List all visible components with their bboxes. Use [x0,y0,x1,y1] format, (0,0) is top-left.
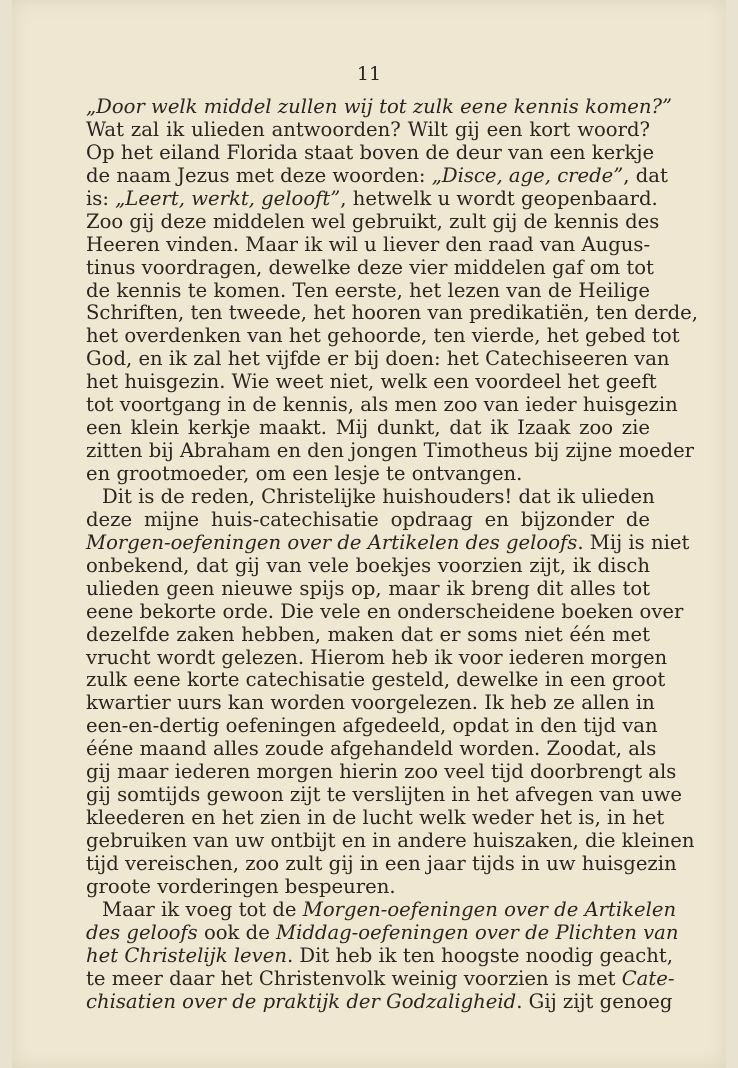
text-line [86,943,673,968]
text-line [86,737,657,761]
italic-text: „Door welk middel zullen wij tot zulk eene kennis komen?” [86,95,673,118]
text-line [86,280,650,303]
text-line [86,255,654,280]
text-line [86,783,683,807]
text-line [86,578,650,601]
text-line [86,624,650,647]
text: gij maar iederen morgen hierin zoo veel tijd doorbrengt als [86,760,677,784]
text: groote vorderingen bespeuren. [86,874,396,898]
italic-text: „Leert, werkt, gelooft” [115,186,341,210]
text-line [86,324,680,348]
text: kleederen en het zien in de lucht welk weder het is, in het [86,806,665,830]
text: het overdenken van het gehoorde, ten vierde, het gebed tot [86,324,680,348]
text-line [86,95,673,119]
text-line [86,851,677,876]
text: dezelfde zaken hebben, maken dat er soms niet één met [86,622,650,646]
italic-text: Cate- [621,966,675,990]
text: ulieden geen nieuwe spijs op, maar ik breng dit alles tot [86,576,650,600]
text-line [86,186,658,211]
text: Heeren vinden. Maar ik wil u liever den raad van Augus- [86,232,651,256]
text: , hetwelk u wordt geopenbaard. [340,186,658,210]
text-line [86,691,655,715]
text: zulk eene korte catechisatie gesteld, dewelke in een groot [86,668,666,692]
text: een-en-dertig oefeningen afgedeeld, opdat in den tijd van [86,714,658,738]
text-line [86,530,690,555]
italic-text: het Christelijk leven [86,943,287,967]
text-line [86,989,673,1014]
text-line [86,897,677,922]
text: ééne maand alles zoude afgehandeld worden. Zoodat, als [86,737,657,761]
page-number: 11 [356,63,382,85]
text-line [86,876,650,899]
text-line [86,645,668,670]
text: deze mijne huis-catechisatie opdraag en bijzonder de [86,507,650,531]
text-line [86,301,698,325]
text-line [86,417,650,440]
text: tijd vereischen, zoo zult gij in een jaar tijds in uw huisgezin [86,851,677,875]
text: is: [86,186,116,210]
italic-text: „Disce, age, crede” [431,163,624,187]
italic-text: des geloofs [86,920,198,944]
text: Dit is de reden, Christelijke huishouders! dat ik ulieden [102,484,655,508]
text: , dat [623,163,668,187]
book-page [12,0,726,1068]
text-line [86,209,660,234]
text: gij somtijds gewoon zijt te verslijten in het afvegen van uwe [86,783,683,807]
text: . Gij zijt genoeg [516,989,673,1013]
text: Zoo gij deze middelen wel gebruikt, zult gij de kennis des [86,209,660,233]
text: het huisgezin. Wie weet niet, welk een voordeel het geeft [86,370,657,394]
text-line [86,829,695,853]
text-line [86,599,684,624]
text: God, en ik zal het vijfde er bij doen: het Catechiseeren van [86,347,670,371]
text-line [86,920,679,945]
text: onbekend, dat gij van vele boekjes voorzien zijt, ik disch [86,553,650,577]
text-line [86,119,650,142]
text: Schriften, ten tweede, het hooren van predikatiën, ten derde, [86,301,698,325]
text: tinus voordragen, dewelke deze vier middelen gaf om tot [86,255,654,279]
text: Op het eiland Florida staat boven de deur van een kerkje [86,140,655,164]
page-body-text [86,95,698,1014]
italic-text: Morgen-oefeningen over de Artikelen [302,897,677,921]
text: de naam Jezus met deze woorden: [86,163,432,187]
text: tot voortgang in de kennis, als men zoo van ieder huisgezin [86,393,678,417]
italic-text: Middag-oefeningen over de Plichten van [276,920,679,944]
italic-text: chisatien over de praktijk der Godzaligheid [86,989,517,1013]
text: . Dit heb ik ten hoogste noodig geacht, [286,943,673,967]
text: gebruiken van uw ontbijt en in andere huiszaken, die kleinen [86,829,695,852]
text-line [86,806,665,830]
text-line [86,463,650,486]
text-line [86,163,668,188]
text: kwartier uurs kan worden voorgelezen. Ik heb ze allen in [86,691,655,715]
text-line [86,966,675,991]
text: Maar ik voeg tot de [102,897,303,921]
text: . Mij is niet [577,530,690,554]
text: eene bekorte orde. Die vele en onderscheidene boeken over [86,599,684,623]
text-line [86,347,670,371]
text-line [86,439,695,463]
text-line [86,140,655,165]
text-line [86,484,655,509]
text-line [86,760,677,784]
text-line [86,668,666,692]
text-line [86,234,650,257]
text-line [86,370,657,394]
text: vrucht wordt gelezen. Hierom heb ik voor iederen morgen [86,645,668,669]
text-line [86,509,650,532]
text: te meer daar het Christenvolk weinig voorzien is met [86,966,622,990]
text: de kennis te komen. Ten eerste, het lezen van de Heilige [86,278,650,302]
text: en grootmoeder, om een lesje te ontvangen. [86,462,523,485]
text-line [86,555,650,578]
italic-text: Morgen-oefeningen over de Artikelen des geloofs [86,530,578,554]
text: Wat zal ik ulieden antwoorden? Wilt gij een kort woord? [86,117,650,141]
text-line [86,393,678,417]
text-line [86,714,658,738]
text: een klein kerkje maakt. Mij dunkt, dat ik Izaak zoo zie [86,416,650,440]
text: ook de [197,920,277,944]
text: zitten bij Abraham en den jongen Timotheus bij zijne moeder [86,439,695,463]
